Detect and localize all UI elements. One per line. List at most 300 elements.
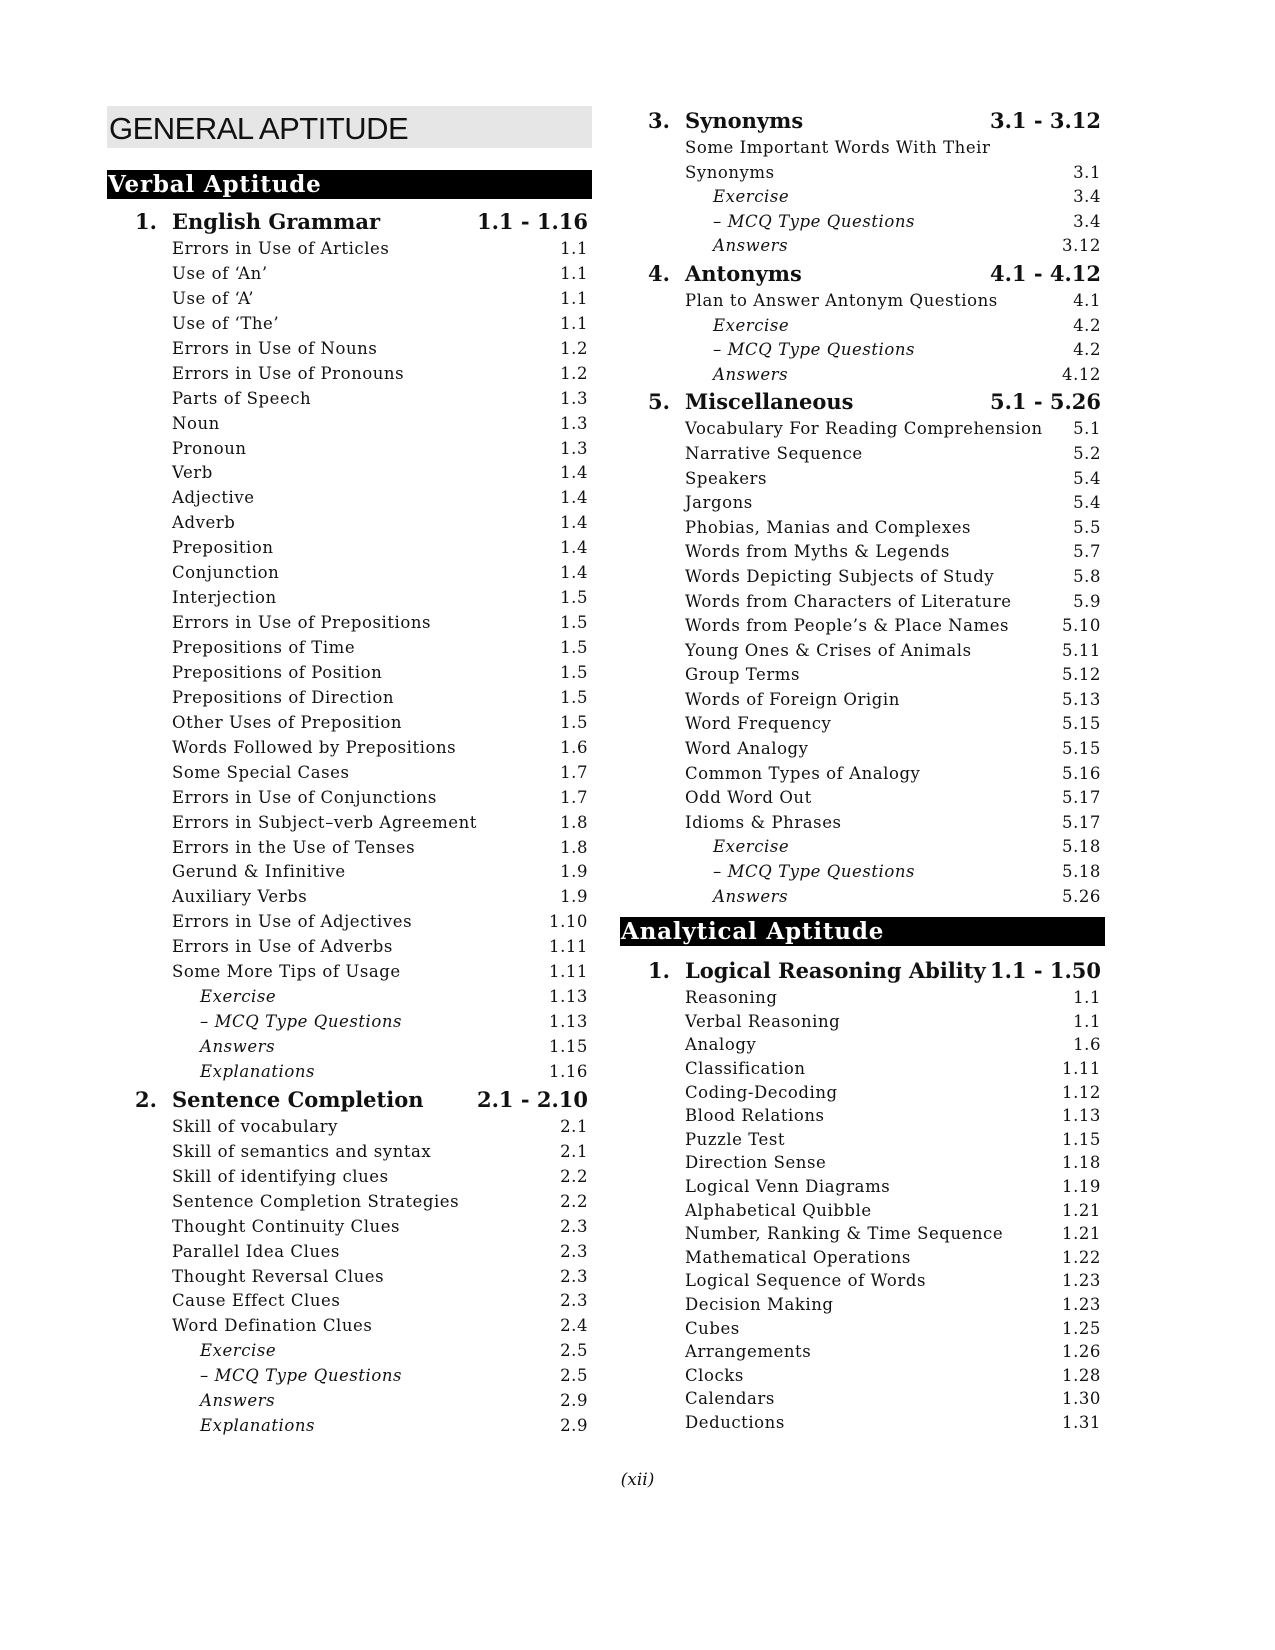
toc-entry-page: 1.11 <box>549 937 588 957</box>
toc-entry-page: 2.4 <box>560 1316 588 1336</box>
toc-entry[interactable] <box>620 762 1105 787</box>
toc-entry[interactable] <box>620 712 1105 737</box>
toc-entry[interactable] <box>107 1364 592 1389</box>
toc-entry[interactable] <box>620 210 1105 235</box>
toc-entry-label: Other Uses of Preposition <box>172 712 403 732</box>
toc-entry-label: Errors in Use of Pronouns <box>172 363 405 383</box>
toc-entry-page: 2.2 <box>560 1191 588 1211</box>
toc-entry[interactable] <box>107 686 592 711</box>
toc-entry-label: Use of ‘A’ <box>172 288 255 308</box>
toc-entry[interactable] <box>107 761 592 786</box>
toc-entry-page: 1.18 <box>1062 1153 1101 1173</box>
toc-entry-page: 5.26 <box>1062 886 1101 906</box>
toc-list <box>107 1115 592 1439</box>
toc-entry[interactable] <box>107 337 592 362</box>
toc-entry[interactable] <box>620 516 1105 541</box>
toc-entry[interactable] <box>107 611 592 636</box>
toc-entry-label: Exercise <box>200 1341 277 1361</box>
toc-entry-page: 1.9 <box>560 887 588 907</box>
toc-entry-page: 1.31 <box>1062 1412 1101 1432</box>
toc-entry[interactable] <box>620 565 1105 590</box>
chapter-page-range: 1.1 - 1.50 <box>989 958 1101 984</box>
chapter-heading[interactable] <box>620 956 1105 986</box>
toc-list <box>620 289 1105 387</box>
chapter-title: Synonyms <box>685 108 804 133</box>
toc-entry-label: Speakers <box>685 468 767 488</box>
toc-entry-page: 1.23 <box>1062 1294 1101 1314</box>
toc-entry-page: 5.15 <box>1062 739 1101 759</box>
toc-entry[interactable] <box>620 314 1105 339</box>
toc-entry-page: 1.1 <box>1073 988 1101 1008</box>
toc-entry[interactable] <box>620 185 1105 210</box>
toc-entry[interactable] <box>107 262 592 287</box>
toc-entry-page: 1.13 <box>1062 1106 1101 1126</box>
toc-entry-page: 5.7 <box>1073 542 1101 562</box>
toc-entry[interactable] <box>620 136 1105 161</box>
chapter-heading[interactable] <box>620 106 1105 136</box>
toc-entry-label: Skill of semantics and syntax <box>172 1141 432 1161</box>
toc-entry-label: Words from People’s & Place Names <box>685 616 1010 636</box>
toc-entry-page: 1.5 <box>560 638 588 657</box>
toc-entry[interactable] <box>620 737 1105 762</box>
toc-entry-label: Words Followed by Prepositions <box>172 737 457 757</box>
toc-entry-label: Interjection <box>172 588 277 608</box>
toc-entry-label: Errors in Use of Articles <box>172 239 390 258</box>
toc-entry-label: Use of ‘The’ <box>172 313 280 333</box>
toc-entry[interactable] <box>107 811 592 836</box>
toc-entry[interactable] <box>620 614 1105 639</box>
toc-list <box>620 136 1105 259</box>
toc-entry[interactable] <box>620 1317 1105 1341</box>
toc-entry-label: Gerund & Infinitive <box>172 862 346 882</box>
toc-entry-page: 2.9 <box>560 1416 588 1436</box>
toc-entry[interactable] <box>107 661 592 686</box>
toc-entry[interactable] <box>620 835 1105 860</box>
toc-entry-page: 1.2 <box>560 363 588 383</box>
toc-entry-page: 1.4 <box>560 538 588 558</box>
toc-entry-page: 1.13 <box>549 987 588 1007</box>
toc-entry[interactable] <box>107 486 592 511</box>
toc-entry-page: 1.22 <box>1062 1247 1101 1267</box>
toc-entry-page: 1.4 <box>560 563 588 583</box>
toc-entry-label: Explanations <box>200 1061 316 1081</box>
toc-entry-label: Verbal Reasoning <box>685 1011 841 1031</box>
toc-entry-page: 1.25 <box>1062 1318 1101 1338</box>
toc-entry[interactable] <box>107 561 592 586</box>
toc-entry[interactable] <box>107 1289 592 1314</box>
chapter-page-range: 5.1 - 5.26 <box>989 389 1101 415</box>
toc-entry-label: Logical Venn Diagrams <box>685 1176 891 1196</box>
toc-entry-label: Exercise <box>713 315 790 335</box>
chapter-heading[interactable] <box>107 1085 592 1115</box>
toc-entry[interactable] <box>107 860 592 885</box>
toc-entry-label: Alphabetical Quibble <box>685 1200 872 1220</box>
section-header-analytical: Analytical Aptitude <box>620 917 1105 946</box>
toc-entry-label: Errors in the Use of Tenses <box>172 837 416 857</box>
toc-entry[interactable] <box>620 1010 1105 1034</box>
toc-entry-page: 5.17 <box>1062 812 1101 832</box>
toc-entry-page: 1.11 <box>549 962 588 982</box>
toc-entry-page: 1.8 <box>560 837 588 857</box>
toc-entry-page: 1.3 <box>560 388 588 408</box>
toc-entry-page: 1.21 <box>1062 1224 1101 1244</box>
toc-entry-label: Prepositions of Time <box>172 638 356 657</box>
toc-entry-label: Sentence Completion Strategies <box>172 1191 460 1211</box>
toc-entry-page: 1.6 <box>560 737 588 757</box>
toc-entry-label: Young Ones & Crises of Animals <box>685 640 972 660</box>
toc-entry-label: Odd Word Out <box>685 788 812 808</box>
toc-entry[interactable] <box>620 161 1105 186</box>
toc-entry-label: Words from Characters of Literature <box>685 591 1012 611</box>
toc-entry[interactable] <box>620 1364 1105 1388</box>
toc-entry[interactable] <box>107 960 592 985</box>
toc-entry[interactable] <box>107 1060 592 1085</box>
toc-entry-page: 1.13 <box>549 1012 588 1032</box>
toc-entry-page: 1.4 <box>560 463 588 483</box>
toc-entry[interactable] <box>620 1293 1105 1317</box>
toc-entry-page: 1.19 <box>1062 1176 1101 1196</box>
toc-entry-page: 5.8 <box>1073 566 1101 586</box>
toc-entry-label: Prepositions of Position <box>172 662 383 682</box>
chapter-title: Sentence Completion <box>172 1086 424 1112</box>
toc-entry[interactable] <box>107 1115 592 1140</box>
toc-entry-page: 5.17 <box>1062 788 1101 808</box>
toc-entry[interactable] <box>620 860 1105 885</box>
toc-entry-label: Thought Continuity Clues <box>172 1216 401 1236</box>
chapter-page-range: 3.1 - 3.12 <box>989 108 1101 133</box>
toc-entry-label: Logical Sequence of Words <box>685 1271 926 1291</box>
chapter-number: 5. <box>648 389 670 415</box>
toc-entry-label: Skill of identifying clues <box>172 1166 389 1186</box>
toc-entry[interactable] <box>620 663 1105 688</box>
toc-entry-label: Adverb <box>172 513 236 533</box>
toc-entry-page: 1.26 <box>1062 1342 1101 1362</box>
toc-entry[interactable] <box>107 1165 592 1190</box>
toc-entry-label: Word Defination Clues <box>172 1316 373 1336</box>
toc-entry[interactable] <box>107 536 592 561</box>
toc-entry[interactable] <box>620 1199 1105 1223</box>
toc-entry-label: Calendars <box>685 1389 775 1409</box>
toc-entry-label: Use of ‘An’ <box>172 263 268 283</box>
toc-entry-page: 1.5 <box>560 588 588 608</box>
chapter-title: English Grammar <box>172 209 381 234</box>
toc-entry-label: Prepositions of Direction <box>172 687 395 707</box>
toc-entry[interactable] <box>620 363 1105 388</box>
toc-entry-label: Some More Tips of Usage <box>172 962 401 982</box>
toc-entry[interactable] <box>620 289 1105 314</box>
toc-entry-label: Errors in Use of Prepositions <box>172 613 432 633</box>
toc-entry-page: 1.9 <box>560 862 588 882</box>
chapter-heading[interactable] <box>620 259 1105 289</box>
toc-entry-page: 1.5 <box>560 712 588 732</box>
chapter-number: 4. <box>648 260 670 286</box>
chapter-page-range: 1.1 - 1.16 <box>476 209 588 234</box>
toc-entry[interactable] <box>107 636 592 661</box>
toc-entry-page: 2.5 <box>560 1366 588 1386</box>
toc-entry[interactable] <box>107 836 592 861</box>
toc-entry-label: Reasoning <box>685 988 778 1008</box>
toc-entry-page: 5.12 <box>1062 665 1101 685</box>
toc-entry-label: Direction Sense <box>685 1153 827 1173</box>
toc-entry[interactable] <box>620 1411 1105 1435</box>
toc-entry-label: Answers <box>200 1037 276 1056</box>
toc-entry[interactable] <box>107 1389 592 1414</box>
toc-entry-label: Idioms & Phrases <box>685 812 842 832</box>
toc-entry[interactable] <box>107 312 592 337</box>
toc-entry-label: Deductions <box>685 1412 785 1432</box>
toc-entry[interactable] <box>620 467 1105 492</box>
toc-entry-page: 5.4 <box>1073 468 1101 488</box>
toc-entry[interactable] <box>620 417 1105 442</box>
toc-entry[interactable] <box>107 1240 592 1265</box>
toc-entry-page: 1.1 <box>560 239 588 258</box>
toc-entry[interactable] <box>620 639 1105 664</box>
toc-entry-label: Errors in Use of Conjunctions <box>172 787 437 807</box>
toc-entry-label: Exercise <box>713 187 790 207</box>
toc-entry-label: Conjunction <box>172 563 280 583</box>
right-column <box>620 106 1105 1435</box>
toc-entry[interactable] <box>107 586 592 611</box>
toc-entry-label: Answers <box>200 1391 276 1411</box>
toc-entry-page: 1.1 <box>560 313 588 333</box>
toc-entry[interactable] <box>620 590 1105 615</box>
toc-entry-label: Pronoun <box>172 438 247 458</box>
toc-entry-page: 3.4 <box>1073 211 1101 231</box>
chapter-heading[interactable] <box>620 387 1105 417</box>
toc-entry-page: 1.7 <box>560 762 588 782</box>
toc-entry-page: 2.3 <box>560 1266 588 1286</box>
toc-entry[interactable] <box>107 910 592 935</box>
toc-entry[interactable] <box>620 885 1105 910</box>
toc-entry-label: – MCQ Type Questions <box>200 1012 403 1032</box>
toc-entry[interactable] <box>107 885 592 910</box>
toc-entry-page: 1.1 <box>1073 1011 1101 1031</box>
toc-entry-label: Verb <box>172 463 213 483</box>
toc-entry[interactable] <box>107 985 592 1010</box>
chapter-page-range: 2.1 - 2.10 <box>476 1086 588 1112</box>
toc-entry-label: Explanations <box>200 1416 316 1436</box>
page-title: GENERAL APTITUDE <box>107 106 592 148</box>
toc-entry[interactable] <box>620 234 1105 259</box>
toc-entry-label: Word Frequency <box>685 714 832 734</box>
toc-entry-label: Cause Effect Clues <box>172 1291 341 1311</box>
toc-entry-label: Words from Myths & Legends <box>685 542 950 562</box>
toc-entry-label: Some Important Words With Their <box>685 138 991 157</box>
toc-entry-page: 5.2 <box>1073 443 1101 463</box>
toc-entry-page: 1.3 <box>560 413 588 433</box>
toc-entry[interactable] <box>107 412 592 437</box>
toc-entry-label: Answers <box>713 886 789 906</box>
toc-entry-page: 1.12 <box>1062 1082 1101 1102</box>
toc-entry-page: 1.15 <box>549 1037 588 1056</box>
toc-entry[interactable] <box>620 442 1105 467</box>
toc-entry[interactable] <box>107 935 592 960</box>
toc-entry-page: 3.1 <box>1073 162 1101 182</box>
toc-entry-label: Errors in Use of Adverbs <box>172 937 393 957</box>
toc-entry-page: 2.1 <box>560 1141 588 1161</box>
toc-entry-label: Skill of vocabulary <box>172 1116 338 1136</box>
toc-entry-label: Group Terms <box>685 665 800 685</box>
toc-entry-page: 5.5 <box>1073 517 1101 537</box>
toc-entry-page: 5.18 <box>1062 837 1101 857</box>
toc-entry-page: 1.1 <box>560 288 588 308</box>
toc-entry-page: 5.13 <box>1062 689 1101 709</box>
toc-entry-page: 4.2 <box>1073 340 1101 360</box>
toc-entry[interactable] <box>107 1314 592 1339</box>
toc-entry-label: Adjective <box>172 488 255 508</box>
toc-entry-label: Narrative Sequence <box>685 443 863 463</box>
page-number-footer: (xii) <box>620 1470 655 1490</box>
chapter-title: Miscellaneous <box>685 389 854 415</box>
toc-entry[interactable] <box>107 736 592 761</box>
toc-entry-label: Exercise <box>713 837 790 857</box>
toc-entry[interactable] <box>620 786 1105 811</box>
toc-entry[interactable] <box>620 1033 1105 1057</box>
toc-entry[interactable] <box>107 1215 592 1240</box>
toc-entry-label: Some Special Cases <box>172 762 350 782</box>
toc-entry[interactable] <box>620 1340 1105 1364</box>
toc-entry-page: 5.10 <box>1062 616 1101 636</box>
chapter-number: 2. <box>135 1086 157 1112</box>
toc-entry-label: Errors in Subject–verb Agreement <box>172 812 477 832</box>
toc-entry-page: 1.30 <box>1062 1389 1101 1409</box>
toc-entry-label: Mathematical Operations <box>685 1247 911 1267</box>
toc-entry-page: 5.11 <box>1062 640 1101 660</box>
toc-entry-page: 1.4 <box>560 513 588 533</box>
toc-entry[interactable] <box>620 1175 1105 1199</box>
toc-entry-label: Thought Reversal Clues <box>172 1266 385 1286</box>
section-header-verbal: Verbal Aptitude <box>107 170 592 199</box>
toc-entry-label: Answers <box>713 236 789 256</box>
toc-entry[interactable] <box>620 1246 1105 1270</box>
toc-entry-page: 2.5 <box>560 1341 588 1361</box>
left-column <box>107 106 592 1439</box>
toc-entry-label: Puzzle Test <box>685 1129 786 1149</box>
toc-entry-label: Synonyms <box>685 162 775 182</box>
toc-entry[interactable] <box>620 1387 1105 1411</box>
toc-entry[interactable] <box>620 1104 1105 1128</box>
toc-entry-page: 5.4 <box>1073 493 1101 513</box>
toc-entry[interactable] <box>620 1151 1105 1175</box>
toc-entry-label: Vocabulary For Reading Comprehension <box>685 419 1043 439</box>
toc-entry-page: 5.9 <box>1073 591 1101 611</box>
toc-entry-page: 3.12 <box>1062 236 1101 256</box>
toc-entry-page: 1.4 <box>560 488 588 508</box>
toc-entry-label: – MCQ Type Questions <box>200 1366 403 1386</box>
toc-entry[interactable] <box>107 1035 592 1060</box>
toc-entry-page: 1.6 <box>1073 1035 1101 1055</box>
toc-entry-page: 1.28 <box>1062 1365 1101 1385</box>
toc-entry-page: 2.3 <box>560 1216 588 1236</box>
toc-entry[interactable] <box>107 1010 592 1035</box>
toc-entry[interactable] <box>107 362 592 387</box>
toc-entry-page: 2.9 <box>560 1391 588 1411</box>
toc-entry-label: Jargons <box>685 493 753 513</box>
toc-entry-label: Cubes <box>685 1318 740 1338</box>
toc-entry[interactable] <box>107 287 592 312</box>
toc-entry[interactable] <box>620 1269 1105 1293</box>
toc-entry[interactable] <box>620 1057 1105 1081</box>
toc-list <box>107 237 592 1085</box>
toc-entry-label: Decision Making <box>685 1294 834 1314</box>
toc-entry[interactable] <box>620 540 1105 565</box>
toc-entry[interactable] <box>107 237 592 262</box>
toc-entry-page: 2.3 <box>560 1291 588 1311</box>
toc-entry-label: Number, Ranking & Time Sequence <box>685 1224 1004 1244</box>
toc-entry[interactable] <box>107 511 592 536</box>
toc-entry-page: 3.4 <box>1073 187 1101 207</box>
toc-entry[interactable] <box>620 986 1105 1010</box>
toc-entry-label: – MCQ Type Questions <box>713 340 916 360</box>
toc-entry[interactable] <box>107 1140 592 1165</box>
toc-entry[interactable] <box>107 437 592 462</box>
toc-entry[interactable] <box>107 786 592 811</box>
toc-entry[interactable] <box>620 491 1105 516</box>
toc-entry[interactable] <box>107 1190 592 1215</box>
toc-entry-page: 5.15 <box>1062 714 1101 734</box>
toc-entry-label: Parallel Idea Clues <box>172 1241 340 1261</box>
toc-entry[interactable] <box>620 1081 1105 1105</box>
toc-entry-page: 5.16 <box>1062 763 1101 783</box>
toc-entry[interactable] <box>107 1414 592 1439</box>
toc-entry-page: 4.12 <box>1062 364 1101 384</box>
toc-entry-label: Arrangements <box>685 1342 812 1362</box>
toc-entry-label: Errors in Use of Nouns <box>172 338 378 358</box>
toc-entry-label: Auxiliary Verbs <box>172 887 308 907</box>
chapter-number: 3. <box>648 108 670 133</box>
toc-entry-label: Clocks <box>685 1365 744 1385</box>
toc-entry-page: 1.8 <box>560 812 588 832</box>
toc-list <box>620 417 1105 909</box>
chapter-title: Antonyms <box>685 260 802 286</box>
toc-entry-page: 1.1 <box>560 263 588 283</box>
chapter-heading[interactable] <box>107 207 592 237</box>
toc-entry-page: 2.1 <box>560 1116 588 1136</box>
toc-entry-page: 4.2 <box>1073 315 1101 335</box>
toc-entry-label: Exercise <box>200 987 277 1007</box>
toc-entry-page: 1.23 <box>1062 1271 1101 1291</box>
toc-entry[interactable] <box>620 338 1105 363</box>
toc-entry[interactable] <box>107 387 592 412</box>
toc-entry-label: Coding-Decoding <box>685 1082 838 1102</box>
toc-entry[interactable] <box>107 1265 592 1290</box>
toc-entry-page: 1.5 <box>560 613 588 633</box>
toc-entry-label: Preposition <box>172 538 274 558</box>
toc-entry-label: – MCQ Type Questions <box>713 211 916 231</box>
toc-entry[interactable] <box>620 688 1105 713</box>
toc-entry[interactable] <box>620 1128 1105 1152</box>
toc-entry-label: Noun <box>172 413 220 433</box>
toc-entry-page: 1.5 <box>560 662 588 682</box>
chapter-number: 1. <box>648 958 670 984</box>
toc-entry-label: Plan to Answer Antonym Questions <box>685 290 998 310</box>
toc-entry[interactable] <box>620 811 1105 836</box>
chapter-page-range: 4.1 - 4.12 <box>989 260 1101 286</box>
toc-entry[interactable] <box>620 1222 1105 1246</box>
toc-entry-label: Word Analogy <box>685 739 809 759</box>
toc-entry-label: Classification <box>685 1059 806 1078</box>
toc-entry-page: 2.3 <box>560 1241 588 1261</box>
toc-entry-label: Analogy <box>685 1035 757 1055</box>
toc-entry[interactable] <box>107 711 592 736</box>
chapter-title: Logical Reasoning Ability <box>685 958 986 984</box>
toc-entry[interactable] <box>107 461 592 486</box>
toc-entry-label: Parts of Speech <box>172 388 312 408</box>
toc-entry-label: Words of Foreign Origin <box>685 689 900 709</box>
toc-entry-page: 2.2 <box>560 1166 588 1186</box>
toc-entry[interactable] <box>107 1339 592 1364</box>
toc-entry-label: Phobias, Manias and Complexes <box>685 517 972 537</box>
